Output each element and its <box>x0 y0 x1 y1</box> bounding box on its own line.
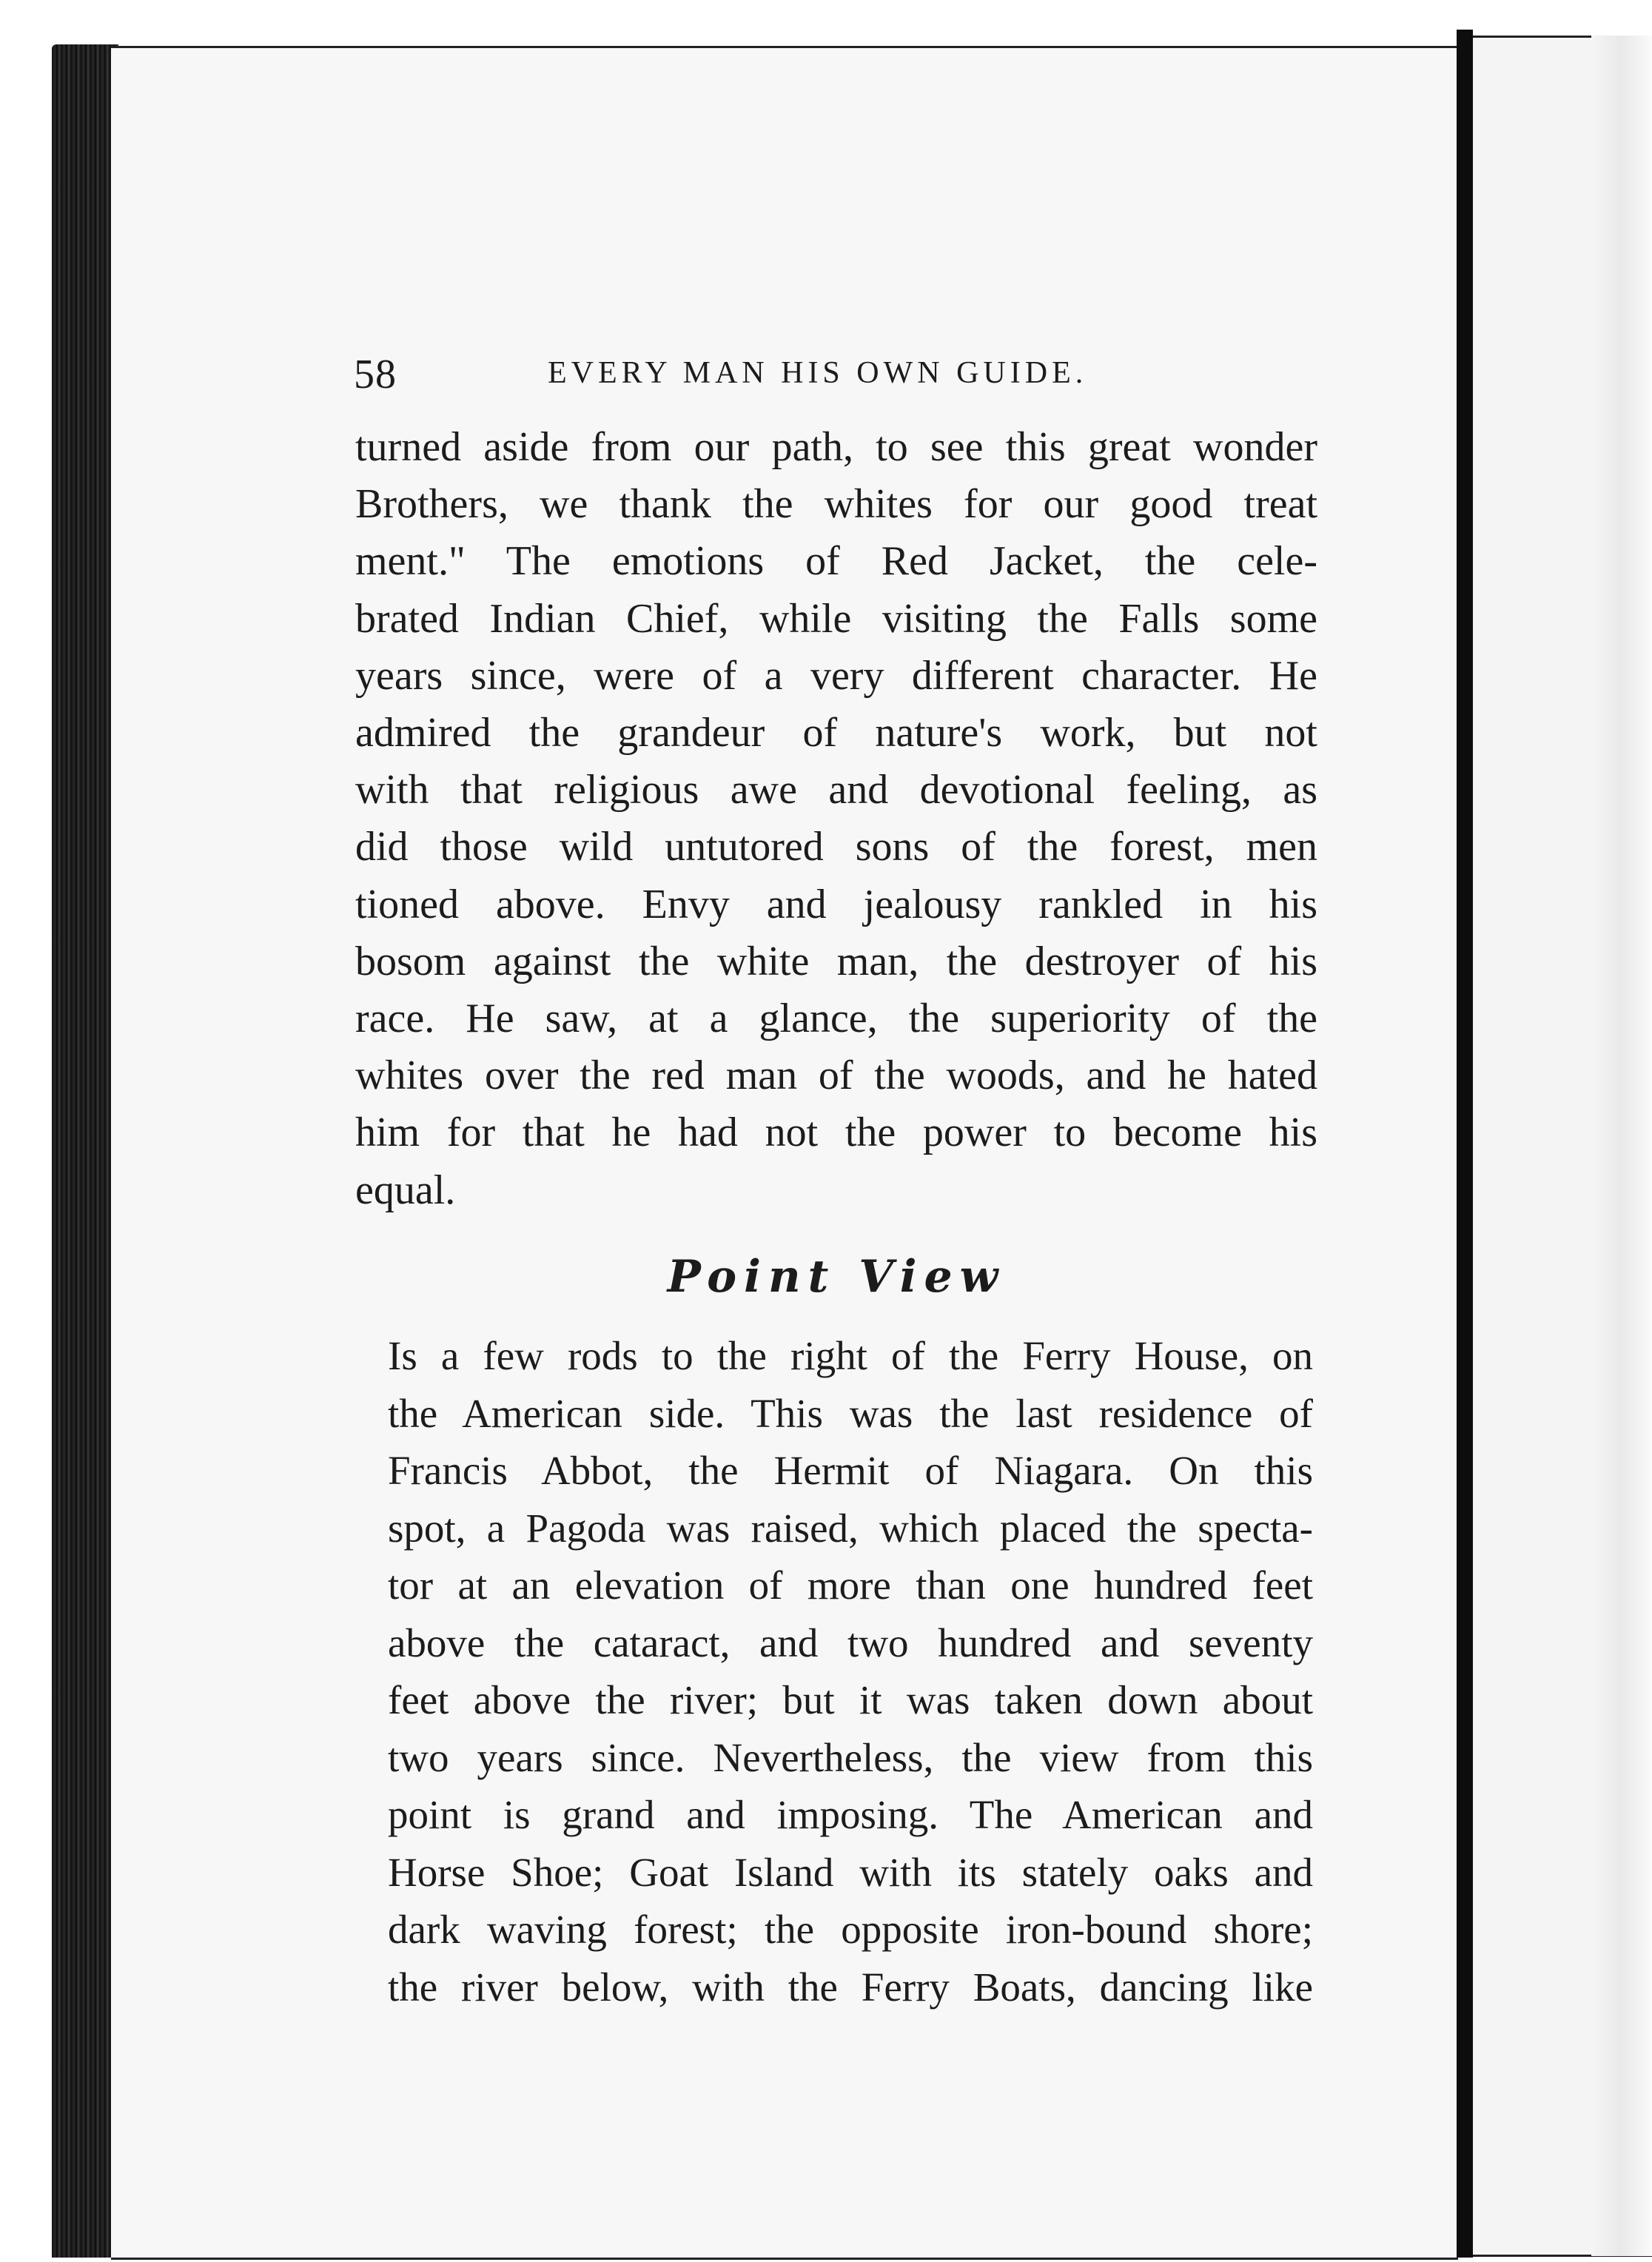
text-line: ment." The emotions of Red Jacket, the cele- <box>355 538 1317 585</box>
text-line: Francis Abbot, the Hermit of Niagara. On this <box>388 1448 1313 1493</box>
text-line: turned aside from our path, to see this great wonder <box>355 424 1317 470</box>
text-line: did those wild untutored sons of the forest, men <box>355 824 1317 870</box>
text-line: above the cataract, and two hundred and seventy <box>388 1620 1313 1665</box>
text-line: Horse Shoe; Goat Island with its stately oaks and <box>388 1849 1313 1895</box>
text-line: point is grand and imposing. The American and <box>388 1792 1313 1837</box>
text-line: brated Indian Chief, while visiting the Falls some <box>355 595 1317 642</box>
text-line: equal. <box>355 1167 456 1213</box>
text-line: Is a few rods to the right of the Ferry House, on <box>388 1333 1313 1378</box>
text-line: with that religious awe and devotional feeling, as <box>355 767 1317 813</box>
text-line: the river below, with the Ferry Boats, dancing like <box>388 1964 1313 2010</box>
text-line: tioned above. Envy and jealousy rankled in his <box>355 881 1317 927</box>
text-line: spot, a Pagoda was raised, which placed the specta- <box>388 1505 1313 1551</box>
page-number: 58 <box>354 352 397 397</box>
text-line: feet above the river; but it was taken down about <box>388 1677 1313 1722</box>
scan-background <box>0 0 1652 44</box>
facing-page-margin <box>1591 36 1652 2256</box>
section-heading: Point View <box>667 1251 1006 1303</box>
running-title: EVERY MAN HIS OWN GUIDE. <box>548 356 1088 390</box>
paragraph-point-view <box>388 1327 1313 2016</box>
text-line: him for that he had not the power to become his <box>355 1110 1317 1156</box>
paragraph-red-jacket <box>355 419 1317 1219</box>
text-line: dark waving forest; the opposite iron-bound shore; <box>388 1907 1313 1952</box>
text-line: race. He saw, at a glance, the superiority of the <box>355 996 1317 1042</box>
text-line: admired the grandeur of nature's work, but not <box>355 710 1317 756</box>
text-line: tor at an elevation of more than one hundred feet <box>388 1563 1313 1608</box>
text-line: bosom against the white man, the destroyer of his <box>355 938 1317 984</box>
text-line: Brothers, we thank the whites for our good treat <box>355 481 1317 528</box>
book-page-edges <box>52 44 118 2258</box>
text-line: years since, were of a very different character. He <box>355 652 1317 699</box>
text-line: two years since. Nevertheless, the view from this <box>388 1734 1313 1780</box>
book-gutter <box>1457 30 1473 2258</box>
text-line: the American side. This was the last residence of <box>388 1390 1313 1436</box>
running-head <box>354 351 1346 403</box>
text-line: whites over the red man of the woods, and he hated <box>355 1053 1317 1099</box>
